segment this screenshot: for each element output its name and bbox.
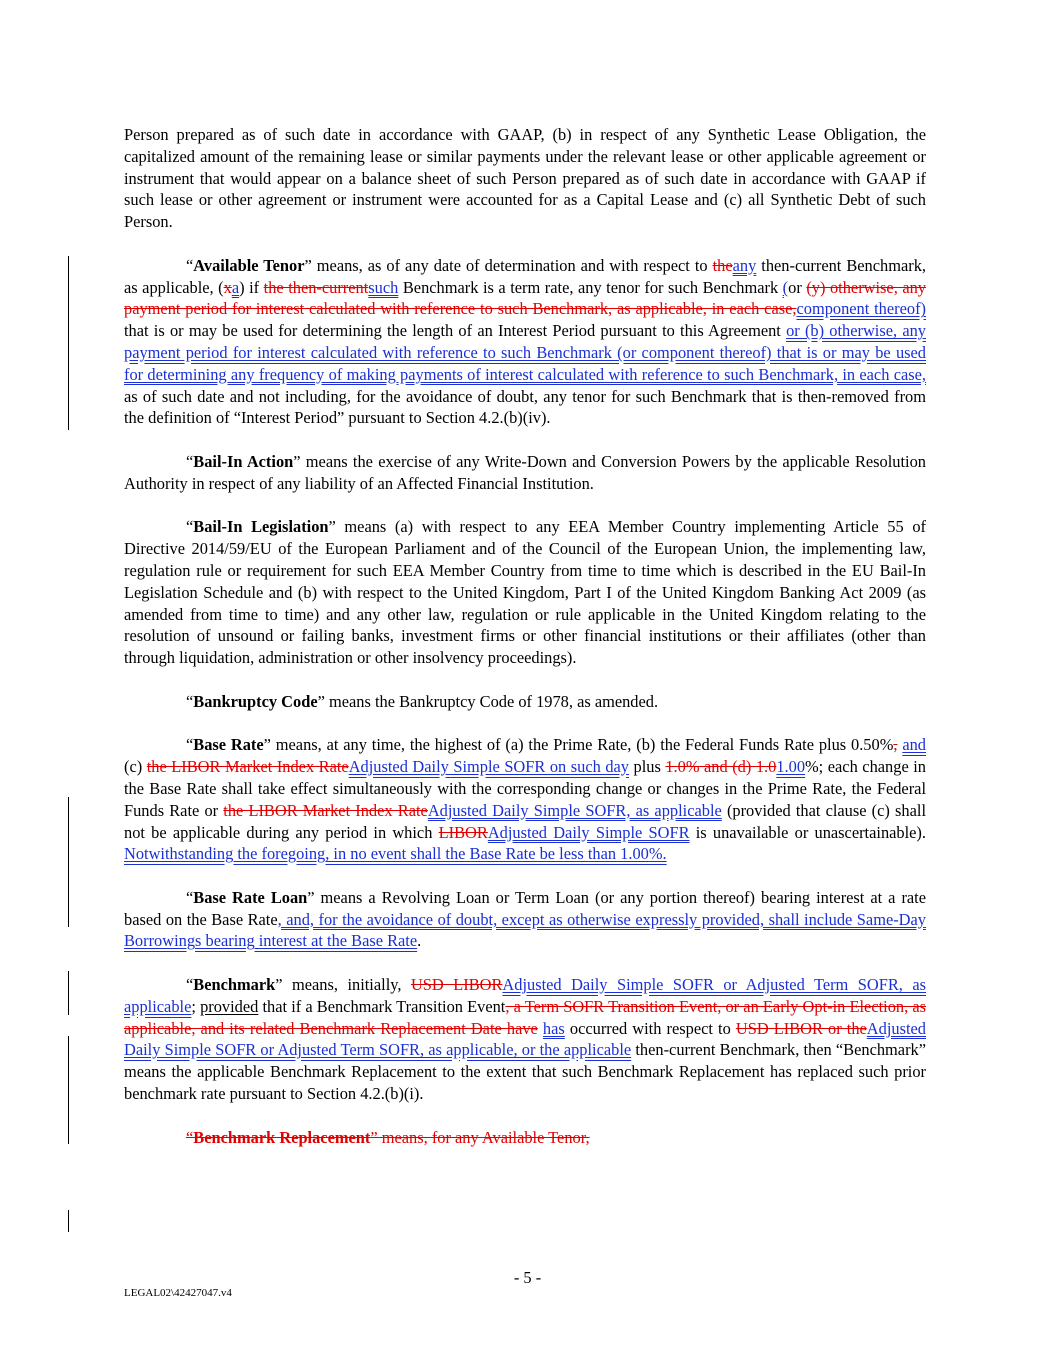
deleted-text: x	[223, 277, 232, 297]
inserted-text: a	[231, 277, 240, 297]
deleted-text: the LIBOR Market Index Rate	[146, 757, 349, 777]
change-bar	[68, 1210, 69, 1232]
deleted-defined-term: Benchmark Replacement	[193, 1127, 371, 1147]
inserted-text: or (b) otherwise, any payment period for interest calculated with reference to such Benchmark (or component thereof) that is or may be used for determining any frequency of making payments of interest calculated with reference to such Benchmark, in each case,	[124, 321, 926, 384]
definition-bail-in-legislation: “Bail-In Legislation” means (a) with respect to any EEA Member Country implementing Article 55 of Directive 2014/59/EU of the European Parliament and of the Council of the European Union, the implementing law, regulation rule or requirement for such EEA Member Country from time to time which is described in the EU Bail-In Legislation Schedule and (b) with respect to the United Kingdom, Part I of the United Kingdom Banking Act 2009 (as amended from time to time) and any other law, regulation or rule applicable in the United Kingdom relating to the resolution of unsound or failing banks, investment firms or other financial institutions or their affiliates (other than through liquidation, administration or other insolvency proceedings).	[124, 517, 926, 668]
inserted-text: has	[542, 1018, 565, 1038]
inserted-text: such	[368, 277, 399, 297]
deleted-text: “	[186, 1127, 194, 1147]
change-bar	[68, 971, 69, 1015]
document-id: LEGAL02\42427047.v4	[124, 1287, 232, 1299]
inserted-text: Adjusted Daily Simple SOFR	[487, 822, 690, 842]
inserted-text: (	[782, 277, 789, 297]
deleted-text: 1.0% and (d) 1.0	[665, 757, 777, 777]
defined-term: Bail-In Action	[193, 451, 294, 471]
deleted-text: (y) otherwise, any payment period for interest calculated with reference to such Benchmark, as applicable, in each case,	[124, 277, 926, 319]
deleted-text: ” means, for any Available Tenor,	[370, 1127, 590, 1147]
paragraph-continuation: Person prepared as of such date in accordance with GAAP, (b) in respect of any Synthetic Lease Obligation, the capitalized amount of the remaining lease or similar payments under the relevant lease or other applicable agreement or instrument that would appear on a balance sheet of such Person prepared as of such date in accordance with GAAP if such lease or other agreement or instrument were accounted for as a Capital Lease and (c) all Synthetic Debt of such Person.	[124, 125, 926, 232]
page-number: - 5 -	[513, 1268, 542, 1287]
document-body	[124, 124, 935, 1148]
inserted-text: Adjusted Daily Simple SOFR on such day	[348, 757, 629, 777]
inserted-text: 1.00	[776, 757, 806, 777]
deleted-text: LIBOR	[438, 822, 488, 842]
deleted-text: the	[712, 255, 733, 275]
deleted-text: , a Term SOFR Transition Event, or an Early Opt-in Election, as applicable, and its related Benchmark Replacement Date have	[124, 996, 926, 1038]
inserted-text: Adjusted Daily Simple SOFR or Adjusted Term SOFR, as applicable	[124, 975, 927, 1016]
inserted-text: any	[732, 255, 757, 275]
change-bar	[68, 797, 69, 927]
inserted-text: , and, for the avoidance of doubt, except as otherwise expressly provided, shall include Same-Day Borrowings bearing interest at the Base Rate	[124, 909, 926, 951]
definition-base-rate: “Base Rate” means, at any time, the highest of (a) the Prime Rate, (b) the Federal Funds Rate plus 0.50%, and (c) the LIBOR Market Index RateAdjusted Daily Simple SOFR on such day plus 1.0% and (d) 1.01.00%; each change in the Base Rate shall take effect simultaneously with the corresponding change or changes in the Prime Rate, the Federal Funds Rate or the LIBOR Market Index RateAdjusted Daily Simple SOFR, as applicable (provided that clause (c) shall not be applicable during any period in which LIBORAdjusted Daily Simple SOFR is unavailable or unascertainable). Notwithstanding the foregoing, in no event shall the Base Rate be less than 1.00%.	[124, 735, 935, 864]
deleted-text: the LIBOR Market Index Rate	[223, 800, 428, 820]
inserted-text: Adjusted Daily Simple SOFR or Adjusted Term SOFR, as applicable, or the applicable	[124, 1018, 926, 1060]
defined-term: Benchmark	[193, 975, 276, 995]
definition-base-rate-loan: “Base Rate Loan” means a Revolving Loan or Term Loan (or any portion thereof) bearing interest at a rate based on the Base Rate, and, for the avoidance of doubt, except as otherwise expressly provided, shall include Same-Day Borrowings bearing interest at the Base Rate.	[124, 887, 927, 951]
definition-benchmark: “Benchmark” means, initially, USD LIBORAdjusted Daily Simple SOFR or Adjusted Term SOFR, as applicable; provided that if a Benchmark Transition Event, a Term SOFR Transition Event, or an Early Opt-in Election, as applicable, and its related Benchmark Replacement Date have has occurred with respect to USD LIBOR or theAdjusted Daily Simple SOFR or Adjusted Term SOFR, as applicable, or the applicable then-current Benchmark, then “Benchmark” means the applicable Benchmark Replacement to the extent that such Benchmark Replacement has replaced such prior benchmark rate pursuant to Section 4.2.(b)(i).	[124, 975, 927, 1104]
definition-bankruptcy-code: “Bankruptcy Code” means the Bankruptcy Code of 1978, as amended.	[186, 691, 659, 711]
defined-term: Bail-In Legislation	[193, 517, 329, 537]
defined-term: Base Rate	[193, 735, 264, 755]
defined-term: Base Rate Loan	[193, 887, 308, 907]
deleted-text: USD LIBOR or the	[735, 1018, 867, 1038]
defined-term: Available Tenor	[193, 255, 305, 275]
inserted-text: Adjusted Daily Simple SOFR, as applicable	[427, 800, 722, 820]
inserted-text: component thereof)	[796, 299, 927, 319]
definition-available-tenor: “Available Tenor” means, as of any date of determination and with respect to theany then-current Benchmark, as applicable, (xa) if the then-currentsuch Benchmark is a term rate, any tenor for such Benchmark (or (y) otherwise, any payment period for interest calculated with reference to such Benchmark, as applicable, in each case,component thereof) that is or may be used for determining the length of an Interest Period pursuant to this Agreement or (b) otherwise, any payment period for interest calculated with reference to such Benchmark (or component thereof) that is or may be used for determining any frequency of making payments of interest calculated with reference to such Benchmark, in each case, as of such date and not including, for the avoidance of doubt, any tenor for such Benchmark that is then-removed from the definition of “Interest Period” pursuant to Section 4.2.(b)(iv).	[124, 255, 927, 428]
inserted-text: Notwithstanding the foregoing, in no event shall the Base Rate be less than 1.00%.	[124, 844, 667, 864]
definition-benchmark-replacement	[124, 1127, 926, 1149]
deleted-text: the then-current	[263, 277, 369, 297]
inserted-text: and	[902, 735, 926, 755]
underlined-text: provided	[200, 996, 259, 1016]
definition-bail-in-action: “Bail-In Action” means the exercise of any Write-Down and Conversion Powers by the applicable Resolution Authority in respect of any liability of an Affected Financial Institution.	[124, 451, 926, 493]
change-bar	[68, 1036, 69, 1144]
defined-term: Bankruptcy Code	[193, 691, 318, 711]
change-bar	[68, 256, 69, 430]
deleted-text: ,	[893, 735, 898, 755]
deleted-text: USD LIBOR	[410, 975, 503, 995]
